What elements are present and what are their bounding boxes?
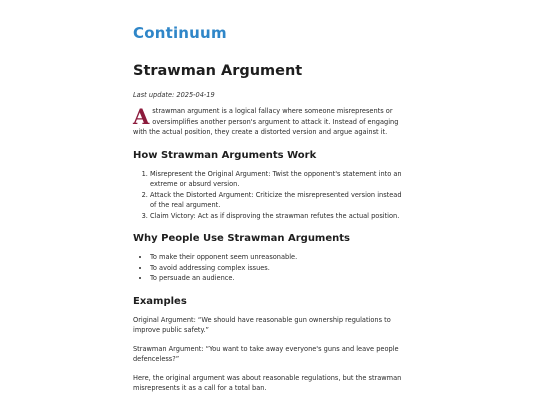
example-strawman-argument: Strawman Argument: “You want to take away everyone's guns and leave people defenceless?” [133, 344, 399, 363]
section-heading-how: How Strawman Arguments Work [133, 149, 317, 161]
how-steps-list [133, 169, 408, 222]
example-explanation: Here, the original argument was about reasonable regulations, but the strawman misrepresents it as a call for a total ban. [133, 373, 402, 392]
list-item: • To make their opponent seem unreasonable. [150, 252, 408, 263]
intro-paragraph [133, 106, 408, 138]
list-item: 3. Claim Victory: Act as if disproving the strawman refutes the actual position. [150, 211, 408, 222]
article-container [133, 24, 408, 402]
section-heading-examples: Examples [133, 295, 187, 307]
site-logo[interactable]: Continuum [133, 24, 227, 42]
last-update-date: Last update: 2025-04-19 [133, 91, 215, 99]
page-title: Strawman Argument [133, 63, 303, 79]
list-item: 2. Attack the Distorted Argument: Criticize the misrepresented version instead of the real argument. [150, 190, 408, 211]
list-item: 1. Misrepresent the Original Argument: Twist the opponent's statement into an extreme or absurd version. [150, 169, 408, 190]
dropcap-letter: A [133, 104, 150, 129]
example-original-argument: Original Argument: “We should have reasonable gun ownership regulations to improve public safety.” [133, 315, 391, 334]
intro-text: strawman argument is a logical fallacy where someone misrepresents or oversimplifies another person's argument to attack it. Instead of engaging with the actual position, they create a distorted version and argue against it. [133, 107, 399, 136]
why-reasons-list [133, 252, 408, 284]
list-item: • To avoid addressing complex issues. [150, 263, 408, 274]
list-item: • To persuade an audience. [150, 273, 408, 284]
section-heading-why: Why People Use Strawman Arguments [133, 233, 350, 244]
